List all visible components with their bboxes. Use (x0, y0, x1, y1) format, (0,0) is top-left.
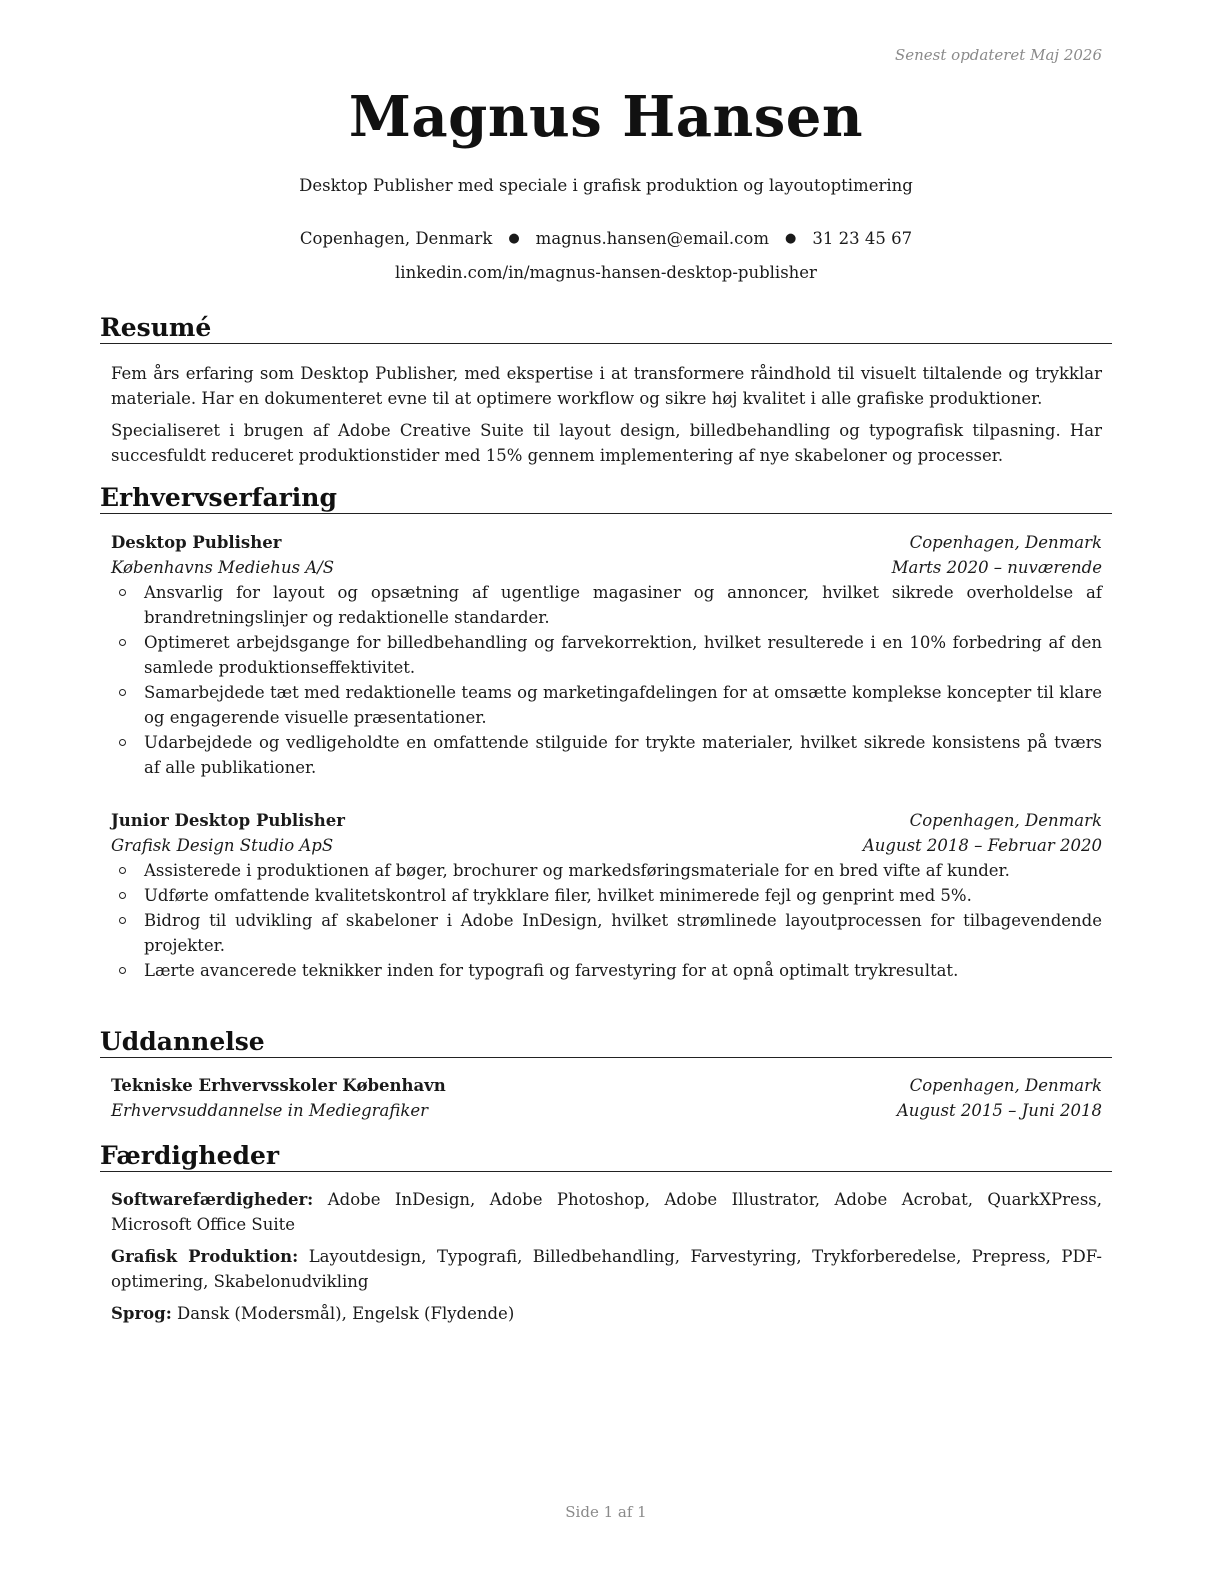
skill-label: Softwarefærdigheder: (111, 1190, 314, 1209)
job-entry (111, 530, 1102, 780)
job-company: Københavns Mediehus A/S (111, 558, 335, 577)
list-item: Udførte omfattende kvalitetskontrol af trykklare filer, hvilket minimerede fejl og genprint med 5%. (144, 883, 1102, 908)
resume-page (100, 0, 1112, 1584)
circle-bullet-icon (119, 639, 126, 646)
list-item: Udarbejdede og vedligeholdte en omfattende stilguide for trykte materialer, hvilket sikrede konsistens på tværs af alle publikationer. (144, 730, 1102, 780)
skill-value: Layoutdesign, Typografi, Billedbehandling, Farvestyring, Trykforberedelse, Prepress, PDF-optimering, Skabelonudvikling (111, 1247, 1103, 1291)
circle-bullet-icon (119, 867, 126, 874)
section-heading-experience: Erhvervserfaring (100, 483, 1112, 514)
bullet-separator-icon: ● (508, 231, 520, 246)
circle-bullet-icon (119, 967, 126, 974)
job-dates: Marts 2020 – nuværende (891, 558, 1102, 577)
school-location: Copenhagen, Denmark (909, 1076, 1102, 1095)
skill-row (111, 1187, 1102, 1237)
degree: Erhvervsuddannelse in Mediegrafiker (111, 1101, 429, 1120)
job-title: Junior Desktop Publisher (111, 811, 345, 830)
job-company: Grafisk Design Studio ApS (111, 836, 334, 855)
job-entry (111, 808, 1102, 983)
skill-label: Sprog: (111, 1304, 172, 1323)
list-item: Ansvarlig for layout og opsætning af ugentlige magasiner og annoncer, hvilket sikrede overholdelse af brandretningslinjer og redaktionelle standarder. (144, 580, 1102, 630)
tagline: Desktop Publisher med speciale i grafisk produktion og layoutoptimering (299, 176, 913, 195)
list-item: Optimeret arbejdsgange for billedbehandling og farvekorrektion, hvilket resulterede i en 10% forbedring af den samlede produktionseffektivitet. (144, 630, 1102, 680)
linkedin-link[interactable]: linkedin.com/in/magnus-hansen-desktop-publisher (395, 263, 817, 282)
job-bullet-list (111, 858, 1102, 983)
circle-bullet-icon (119, 739, 126, 746)
circle-bullet-icon (119, 689, 126, 696)
job-location: Copenhagen, Denmark (909, 811, 1102, 830)
skill-value: Dansk (Modersmål), Engelsk (Flydende) (177, 1304, 515, 1323)
page-number: Side 1 af 1 (565, 1503, 647, 1521)
summary-section (111, 361, 1102, 475)
education-dates: August 2015 – Juni 2018 (896, 1101, 1102, 1120)
skills-section (111, 1187, 1102, 1333)
last-updated: Senest opdateret Maj 2026 (894, 46, 1102, 64)
summary-paragraph: Specialiseret i brugen af Adobe Creative Suite til layout design, billedbehandling og typografisk tilpasning. Har succesfuldt reduceret produktionstider med 15% gennem implementering af nye skabeloner og processer. (111, 421, 1102, 465)
skill-value: Adobe InDesign, Adobe Photoshop, Adobe Illustrator, Adobe Acrobat, QuarkXPress, Microsoft Office Suite (111, 1190, 1102, 1234)
skill-label: Grafisk Produktion: (111, 1247, 299, 1266)
list-item: Bidrog til udvikling af skabeloner i Adobe InDesign, hvilket strømlinede layoutprocessen for tilbagevendende projekter. (144, 908, 1102, 958)
bullet-separator-icon: ● (785, 231, 797, 246)
summary-paragraph: Fem års erfaring som Desktop Publisher, med ekspertise i at transformere råindhold til visuelt tiltalende og trykklar materiale. Har en dokumenteret evne til at optimere workflow og sikre høj kvalitet i alle grafiske produktioner. (111, 364, 1102, 408)
skill-row (111, 1244, 1102, 1294)
list-item: Samarbejdede tæt med redaktionelle teams og marketingafdelingen for at omsætte komplekse koncepter til klare og engagerende visuelle præsentationer. (144, 680, 1102, 730)
contact-phone: 31 23 45 67 (812, 229, 913, 248)
school-name: Tekniske Erhvervsskoler København (111, 1076, 446, 1095)
list-item: Lærte avancerede teknikker inden for typografi og farvestyring for at opnå optimalt trykresultat. (144, 958, 1102, 983)
skill-row (111, 1301, 1102, 1326)
job-bullet-list (111, 580, 1102, 780)
contact-location: Copenhagen, Denmark (299, 229, 493, 248)
job-dates: August 2018 – Februar 2020 (862, 836, 1102, 855)
circle-bullet-icon (119, 917, 126, 924)
section-heading-skills: Færdigheder (100, 1141, 1112, 1172)
job-title: Desktop Publisher (111, 533, 282, 552)
contact-email[interactable]: magnus.hansen@email.com (535, 229, 770, 248)
job-location: Copenhagen, Denmark (909, 533, 1102, 552)
contact-info (100, 229, 1112, 248)
circle-bullet-icon (119, 589, 126, 596)
circle-bullet-icon (119, 892, 126, 899)
candidate-name: Magnus Hansen (348, 84, 864, 150)
section-heading-education: Uddannelse (100, 1027, 1112, 1058)
education-entry (111, 1073, 1102, 1123)
section-heading-summary: Resumé (100, 313, 1112, 344)
list-item: Assisterede i produktionen af bøger, brochurer og markedsføringsmateriale for en bred vifte af kunder. (144, 858, 1102, 883)
